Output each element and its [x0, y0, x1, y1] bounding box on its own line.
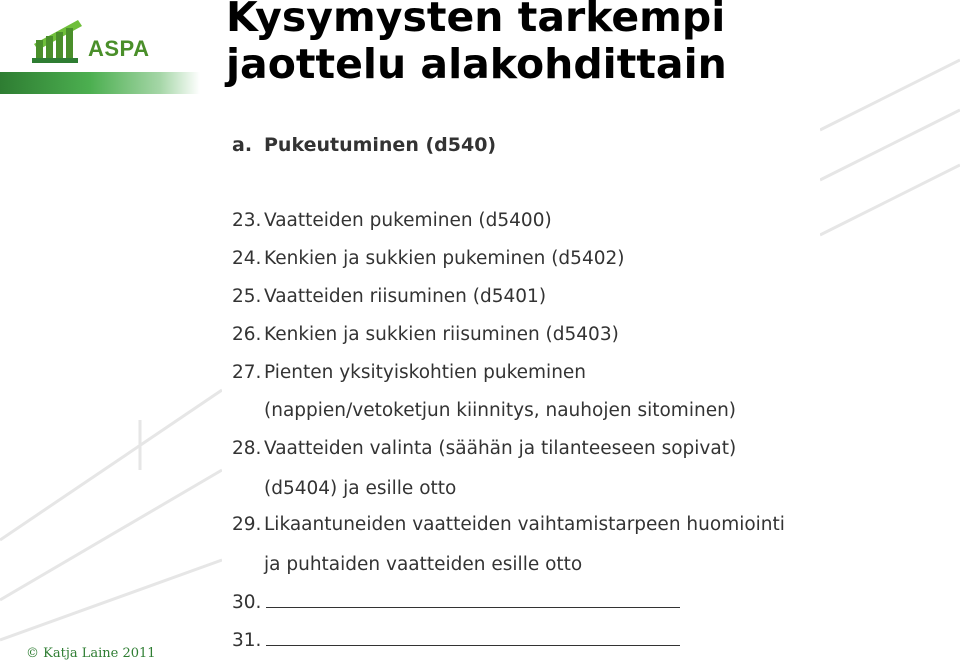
blank-question-item — [232, 630, 680, 651]
section-label: Pukeutuminen (d540) — [264, 134, 497, 156]
question-number: 25. — [232, 286, 262, 307]
question-text: Vaatteiden riisuminen (d5401) — [264, 286, 547, 307]
question-continuation: ja puhtaiden vaatteiden esille otto — [264, 554, 583, 575]
title-line-1: Kysymysten tarkempi — [226, 0, 726, 41]
question-number: 27. — [232, 362, 262, 383]
logo-text: ASPA — [88, 36, 150, 61]
blank-answer-line — [266, 607, 680, 608]
aspa-logo — [0, 14, 200, 96]
questionnaire-excerpt — [222, 122, 820, 666]
question-number: 29. — [232, 514, 262, 535]
question-continuation: (nappien/vetoketjun kiinnitys, nauhojen sitominen) — [264, 400, 737, 421]
question-text: Likaantuneiden vaatteiden vaihtamistarpeen huomiointi — [264, 514, 785, 535]
question-text: Kenkien ja sukkien riisuminen (d5403) — [264, 324, 619, 345]
question-number: 26. — [232, 324, 262, 345]
copyright-notice: © Katja Laine 2011 — [26, 646, 156, 661]
question-item — [232, 438, 736, 459]
question-number: 31. — [232, 630, 262, 651]
question-text: Vaatteiden pukeminen (d5400) — [264, 210, 552, 231]
question-number: 23. — [232, 210, 262, 231]
question-number: 24. — [232, 248, 262, 269]
section-letter: a. — [232, 134, 253, 156]
question-item — [232, 210, 552, 231]
blank-question-item — [232, 592, 680, 613]
question-item — [232, 324, 619, 345]
blank-answer-line — [266, 645, 680, 646]
logo-underline-bar — [0, 72, 200, 94]
bar-chart-logo-icon — [30, 14, 86, 66]
question-continuation: (d5404) ja esille otto — [264, 478, 457, 499]
question-text: Pienten yksityiskohtien pukeminen — [264, 362, 587, 383]
page-title — [226, 0, 727, 88]
question-item — [232, 514, 785, 535]
question-number: 30. — [232, 592, 262, 613]
question-text: Kenkien ja sukkien pukeminen (d5402) — [264, 248, 625, 269]
question-item — [232, 248, 624, 269]
question-item — [232, 286, 546, 307]
question-text: Vaatteiden valinta (säähän ja tilanteeseen sopivat) — [264, 438, 737, 459]
question-number: 28. — [232, 438, 262, 459]
title-line-2: jaottelu alakohdittain — [226, 40, 727, 88]
question-item — [232, 362, 586, 383]
section-heading — [232, 134, 496, 156]
